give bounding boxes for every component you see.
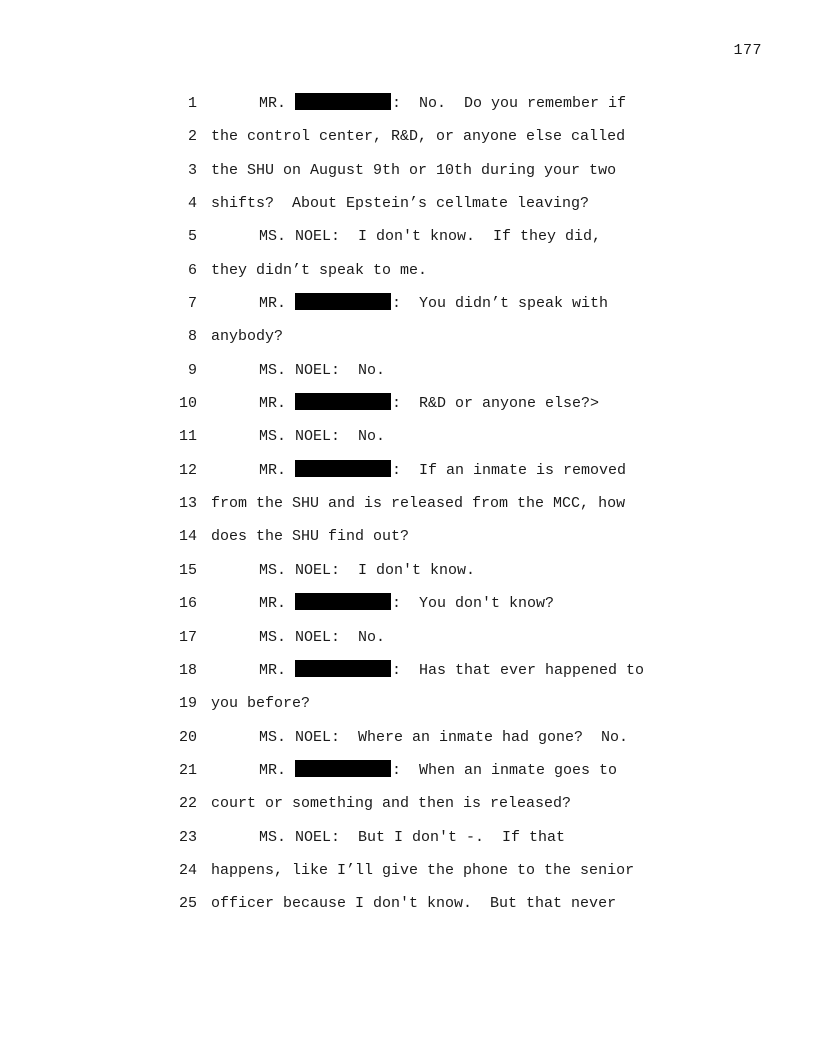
transcript-line xyxy=(170,187,790,220)
redaction-bar xyxy=(295,393,391,410)
transcript-line xyxy=(170,520,790,553)
redaction-bar xyxy=(295,593,391,610)
line-number: 12 xyxy=(178,461,197,479)
spoken-text: : You don't know? xyxy=(392,595,555,613)
spoken-text: happens, like I’ll give the phone to the senior xyxy=(211,861,635,879)
line-text xyxy=(259,354,385,387)
line-number: 16 xyxy=(178,595,197,613)
transcript-line xyxy=(170,621,790,654)
line-text xyxy=(259,821,565,854)
line-number: 9 xyxy=(187,361,197,379)
transcript-line xyxy=(170,354,790,387)
line-number: 11 xyxy=(178,428,197,446)
line-number: 2 xyxy=(187,128,197,146)
transcript-line xyxy=(170,887,790,920)
line-number: 13 xyxy=(178,495,197,513)
spoken-text: MS. NOEL: I don't know. xyxy=(259,561,476,579)
line-number: 15 xyxy=(178,561,197,579)
transcript-line xyxy=(170,287,790,320)
spoken-text: shifts? About Epstein’s cellmate leaving? xyxy=(211,195,590,213)
line-text xyxy=(211,520,409,553)
spoken-text: MS. NOEL: Where an inmate had gone? No. xyxy=(259,728,629,746)
line-number: 21 xyxy=(178,761,197,779)
line-number: 25 xyxy=(178,895,197,913)
line-number: 7 xyxy=(187,295,197,313)
line-text xyxy=(211,154,616,187)
spoken-text: MS. NOEL: I don't know. If they did, xyxy=(259,228,602,246)
spoken-text: : Has that ever happened to xyxy=(392,661,645,679)
redaction-bar xyxy=(295,93,391,110)
transcript-line xyxy=(170,254,790,287)
transcript-line xyxy=(170,320,790,353)
line-number: 14 xyxy=(178,528,197,546)
line-number: 10 xyxy=(178,395,197,413)
line-number: 18 xyxy=(178,661,197,679)
line-text xyxy=(259,420,385,453)
spoken-text: MS. NOEL: No. xyxy=(259,428,386,446)
transcript-line xyxy=(170,654,790,687)
line-number: 20 xyxy=(178,728,197,746)
transcript-line xyxy=(170,721,790,754)
spoken-text: they didn’t speak to me. xyxy=(211,261,428,279)
line-text xyxy=(259,587,554,620)
line-text xyxy=(211,887,616,920)
spoken-text: you before? xyxy=(211,695,311,713)
line-text xyxy=(211,687,310,720)
line-text xyxy=(259,387,599,420)
line-number: 3 xyxy=(187,161,197,179)
line-number: 8 xyxy=(187,328,197,346)
line-text xyxy=(211,120,625,153)
spoken-text: : When an inmate goes to xyxy=(392,761,618,779)
line-number: 22 xyxy=(178,795,197,813)
transcript-line xyxy=(170,420,790,453)
transcript-line xyxy=(170,487,790,520)
transcript-line xyxy=(170,454,790,487)
line-text xyxy=(259,754,617,787)
transcript-line xyxy=(170,220,790,253)
redaction-bar xyxy=(295,760,391,777)
speaker-label: MR. xyxy=(259,761,287,779)
line-text xyxy=(259,621,385,654)
line-text xyxy=(259,220,601,253)
redaction-bar xyxy=(295,460,391,477)
spoken-text: MS. NOEL: No. xyxy=(259,361,386,379)
line-number: 6 xyxy=(187,261,197,279)
line-text xyxy=(211,187,589,220)
speaker-label: MR. xyxy=(259,295,287,313)
spoken-text: officer because I don't know. But that never xyxy=(211,895,617,913)
transcript-line xyxy=(170,120,790,153)
line-number: 5 xyxy=(187,228,197,246)
line-text xyxy=(259,721,628,754)
line-text xyxy=(259,287,608,320)
transcript-line xyxy=(170,387,790,420)
spoken-text: court or something and then is released? xyxy=(211,795,572,813)
transcript-line xyxy=(170,787,790,820)
spoken-text: the control center, R&D, or anyone else called xyxy=(211,128,626,146)
line-text xyxy=(211,254,427,287)
spoken-text: MS. NOEL: No. xyxy=(259,628,386,646)
transcript-line xyxy=(170,754,790,787)
spoken-text: does the SHU find out? xyxy=(211,528,410,546)
spoken-text: the SHU on August 9th or 10th during your two xyxy=(211,161,617,179)
transcript-body xyxy=(170,87,790,921)
line-text xyxy=(211,854,634,887)
transcript-line xyxy=(170,687,790,720)
line-text xyxy=(259,454,626,487)
line-text xyxy=(211,787,571,820)
speaker-label: MR. xyxy=(259,461,287,479)
spoken-text: anybody? xyxy=(211,328,284,346)
line-number: 19 xyxy=(178,695,197,713)
line-number: 17 xyxy=(178,628,197,646)
line-number: 24 xyxy=(178,861,197,879)
redaction-bar xyxy=(295,293,391,310)
spoken-text: : No. Do you remember if xyxy=(392,95,627,112)
line-text xyxy=(259,654,644,687)
speaker-label: MR. xyxy=(259,95,287,112)
spoken-text: : If an inmate is removed xyxy=(392,461,627,479)
transcript-line xyxy=(170,554,790,587)
spoken-text: from the SHU and is released from the MCC, how xyxy=(211,495,626,513)
line-number: 4 xyxy=(187,195,197,213)
transcript-line xyxy=(170,154,790,187)
spoken-text: : R&D or anyone else?> xyxy=(392,395,600,413)
line-number: 1 xyxy=(187,95,197,112)
line-number: 23 xyxy=(178,828,197,846)
line-text xyxy=(211,487,625,520)
line-text xyxy=(211,320,283,353)
page-number: 177 xyxy=(733,42,762,59)
transcript-line xyxy=(170,821,790,854)
redaction-bar xyxy=(295,660,391,677)
transcript-line xyxy=(170,87,790,120)
line-text xyxy=(259,87,626,120)
transcript-line xyxy=(170,854,790,887)
transcript-line xyxy=(170,587,790,620)
speaker-label: MR. xyxy=(259,661,287,679)
line-text xyxy=(259,554,475,587)
spoken-text: MS. NOEL: But I don't -. If that xyxy=(259,828,566,846)
speaker-label: MR. xyxy=(259,395,287,413)
spoken-text: : You didn’t speak with xyxy=(392,295,609,313)
speaker-label: MR. xyxy=(259,595,287,613)
